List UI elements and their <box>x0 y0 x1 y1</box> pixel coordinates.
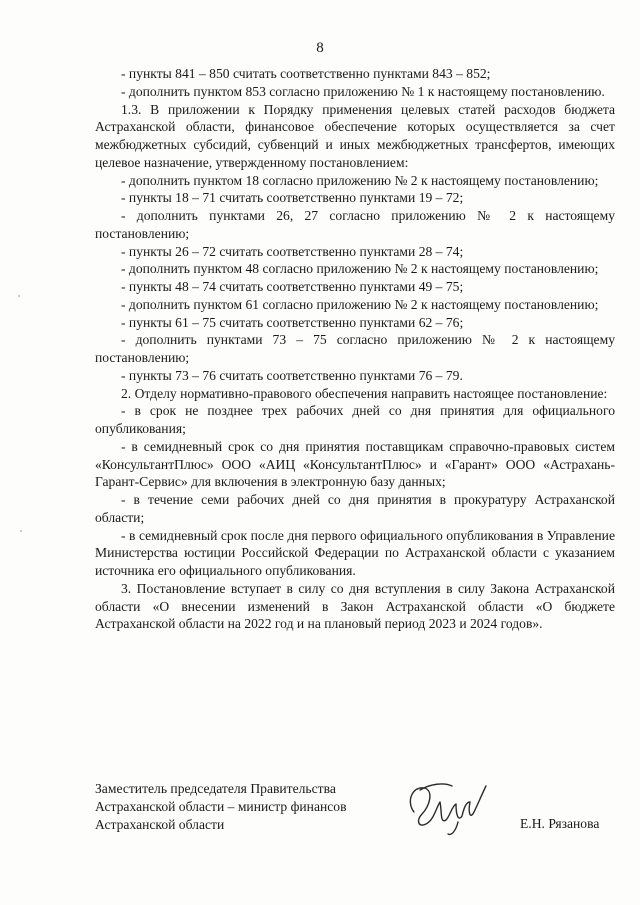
paragraph: - в семидневный срок после дня первого официального опубликования в Управление Министерства юстиции Российской Федерации по Астраханской области с указанием источника его официального опубликования. <box>95 527 615 578</box>
scan-speck <box>18 295 20 297</box>
signatory-title-line: Астраханской области <box>95 817 225 832</box>
paragraph: - в семидневный срок со дня принятия поставщикам справочно-правовых систем «КонсультантПлюс» ООО «АИЦ «КонсультантПлюс» и «Гарант» ООО «Астрахань-Гарант-Сервис» для включения в электронную базу данных; <box>95 438 615 490</box>
page-number: 8 <box>316 40 324 56</box>
document-body <box>95 65 615 633</box>
handwritten-signature <box>400 772 495 842</box>
signatory-title-line: Астраханской области – министр финансов <box>95 799 347 814</box>
paragraph: - пункты 841 – 850 считать соответственно пунктами 843 – 852; <box>121 66 491 81</box>
paragraph: - в течение семи рабочих дней со дня принятия в прокуратуру Астраханской области; <box>95 492 615 525</box>
paragraph: - в срок не позднее трех рабочих дней со дня принятия для официального опубликования; <box>95 403 615 436</box>
signatory-title-line: Заместитель председателя Правительства <box>95 781 336 796</box>
paragraph: - дополнить пунктом 61 согласно приложению № 2 к настоящему постановлению; <box>121 296 599 312</box>
signer-name: Е.Н. Рязанова <box>520 816 600 831</box>
paragraph: - дополнить пунктом 48 согласно приложению № 2 к настоящему постановлению; <box>121 261 599 277</box>
paragraph: - дополнить пунктами 73 – 75 согласно приложению № 2 к настоящему постановлению; <box>95 332 615 365</box>
paragraph: - дополнить пунктами 26, 27 согласно приложению № 2 к настоящему постановлению; <box>95 208 615 241</box>
paragraph: - пункты 73 – 76 считать соответственно пунктами 76 – 79. <box>121 367 463 383</box>
scan-speck <box>20 530 22 532</box>
paragraph: - пункты 18 – 71 считать соответственно пунктами 19 – 72; <box>121 190 464 206</box>
paragraph: - пункты 61 – 75 считать соответственно пунктами 62 – 76; <box>121 314 464 330</box>
paragraph: 3. Постановление вступает в силу со дня вступления в силу Закона Астраханской области «О внесении изменений в Закон Астраханской области «О бюджете Астраханской области на 2022 год и на плановый период 2023 и 2024 годов». <box>95 580 615 632</box>
signatory-title <box>95 780 347 834</box>
paragraph: 2. Отделу нормативно-правового обеспечения направить настоящее постановление: <box>121 385 608 401</box>
paragraph: - дополнить пунктом 18 согласно приложению № 2 к настоящему постановлению; <box>121 172 599 188</box>
paragraph: - пункты 26 – 72 считать соответственно пунктами 28 – 74; <box>121 243 464 259</box>
paragraph: 1.3. В приложении к Порядку применения целевых статей расходов бюджета Астраханской области, финансовое обеспечение которых осуществляется за счет межбюджетных субсидий, субвенций и иных межбюджетных трансфертов, имеющих целевое назначение, утвержденному постановлением: <box>95 101 615 170</box>
paragraph: - пункты 48 – 74 считать соответственно пунктами 49 – 75; <box>121 279 464 294</box>
paragraph: - дополнить пунктом 853 согласно приложению № 1 к настоящему постановлению. <box>121 83 605 99</box>
